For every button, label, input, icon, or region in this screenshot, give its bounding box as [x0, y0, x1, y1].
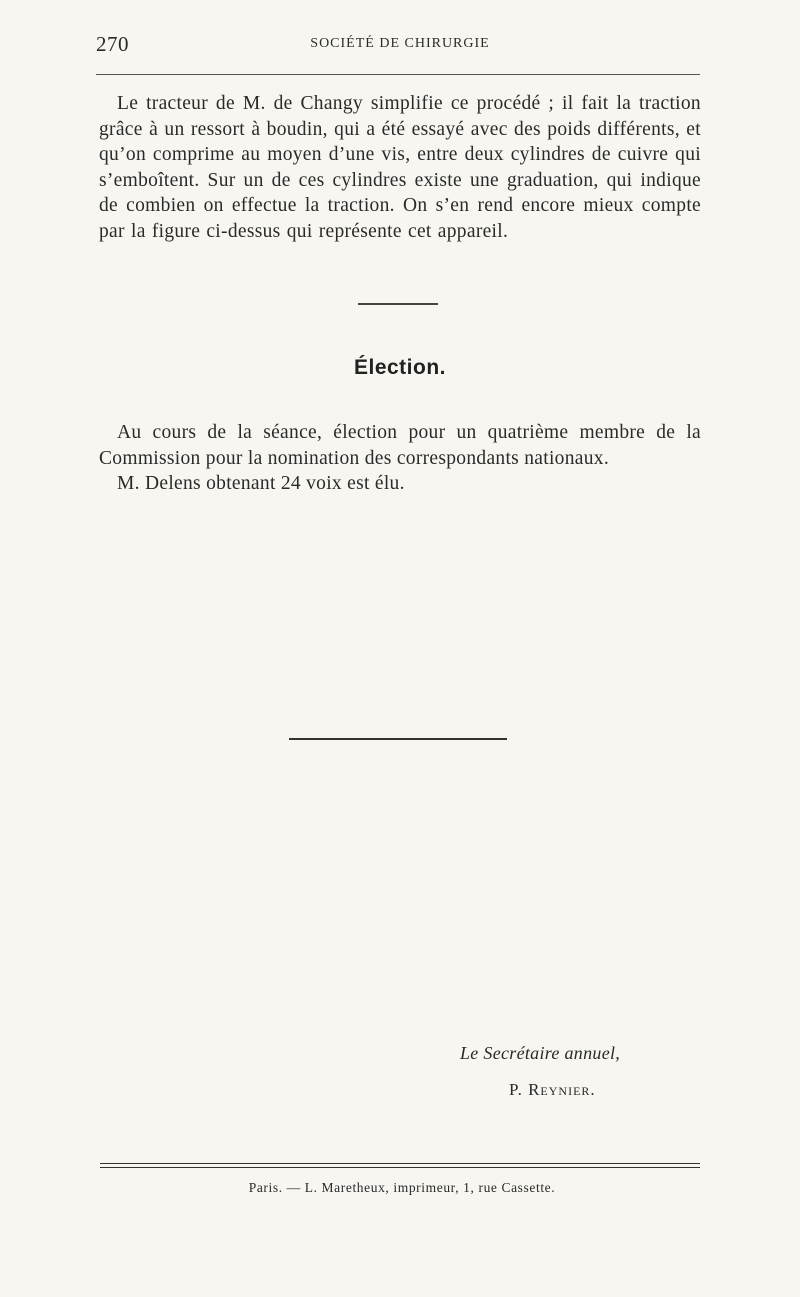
body-paragraph: Le tracteur de M. de Changy simplifie ce procédé ; il fait la traction grâce à un ressort à boudin, qui a été essayé avec des poids différents, et qu’on comprime au moyen d’une vis, entre deux cylindres de cuivre qui s’emboîtent. Sur un de ces cylindres existe une graduation, qui indique de combien on effectue la traction. On s’en rend encore mieux compte par la figure ci-dessus qui représente cet appareil.	[99, 93, 701, 242]
page-number: 270	[96, 32, 129, 56]
signature-title: Le Secrétaire annuel,	[460, 1043, 621, 1063]
election-result: M. Delens obtenant 24 voix est élu.	[117, 473, 405, 494]
header-rule	[96, 74, 700, 75]
footer-rule	[100, 1163, 700, 1164]
end-divider	[289, 738, 507, 740]
signature-name-text: P. Reynier.	[509, 1080, 596, 1099]
section-heading: Élection.	[353, 356, 447, 379]
printer-imprint: Paris. — L. Maretheux, imprimeur, 1, rue Cassette.	[248, 1180, 556, 1195]
footer-rule-secondary	[100, 1167, 700, 1168]
running-head: SOCIÉTÉ DE CHIRURGIE	[310, 36, 490, 51]
section-divider	[358, 303, 438, 305]
election-paragraph	[99, 420, 701, 497]
signature-name	[509, 1080, 596, 1100]
election-text: Au cours de la séance, élection pour un quatrième membre de la Commission pour la nomination des correspondants nationaux.	[99, 422, 701, 469]
